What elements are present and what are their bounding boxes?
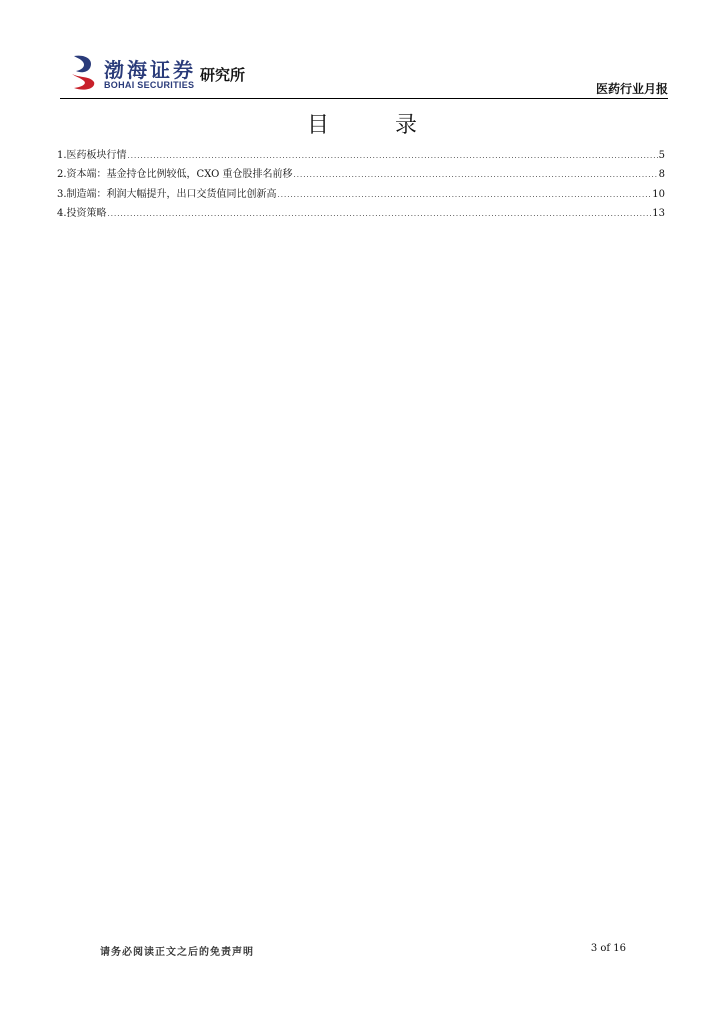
toc-entry-page: 10 [652, 188, 665, 200]
report-type-label: 医药行业月报 [595, 82, 668, 96]
toc-entry-label: 4.投资策略 [57, 207, 107, 219]
toc-entry-label: 2.资本端：基金持仓比例较低，CXO 重仓股排名前移 [57, 169, 293, 181]
logo-chinese-name: 渤海证券 [104, 58, 196, 82]
page-header [60, 40, 668, 100]
toc-entry-label: 1.医药板块行情 [57, 150, 127, 161]
toc-entry-page: 5 [658, 150, 665, 161]
toc-entry[interactable] [57, 204, 665, 223]
toc-entry-page: 8 [658, 169, 665, 181]
toc-entry[interactable] [57, 185, 665, 204]
table-of-contents [57, 146, 665, 223]
institute-label: 研究所 [200, 66, 246, 84]
toc-entry[interactable] [57, 165, 665, 184]
toc-entry-page: 13 [652, 207, 665, 219]
logo-english-name: BOHAI SECURITIES [104, 80, 195, 90]
toc-title: 目 录 [306, 113, 439, 138]
toc-entry-label: 3.制造端：利润大幅提升，出口交货值同比创新高 [57, 188, 277, 200]
toc-leader-dots [278, 186, 652, 205]
header-divider [60, 98, 668, 99]
toc-entry[interactable] [57, 146, 665, 165]
footer-page-number: 3 of 16 [590, 943, 626, 954]
toc-leader-dots [108, 205, 652, 224]
toc-leader-dots [294, 166, 658, 185]
toc-leader-dots [128, 147, 658, 166]
bohai-logo-icon [68, 52, 98, 92]
footer-disclaimer: 请务必阅读正文之后的免责声明 [100, 947, 254, 958]
